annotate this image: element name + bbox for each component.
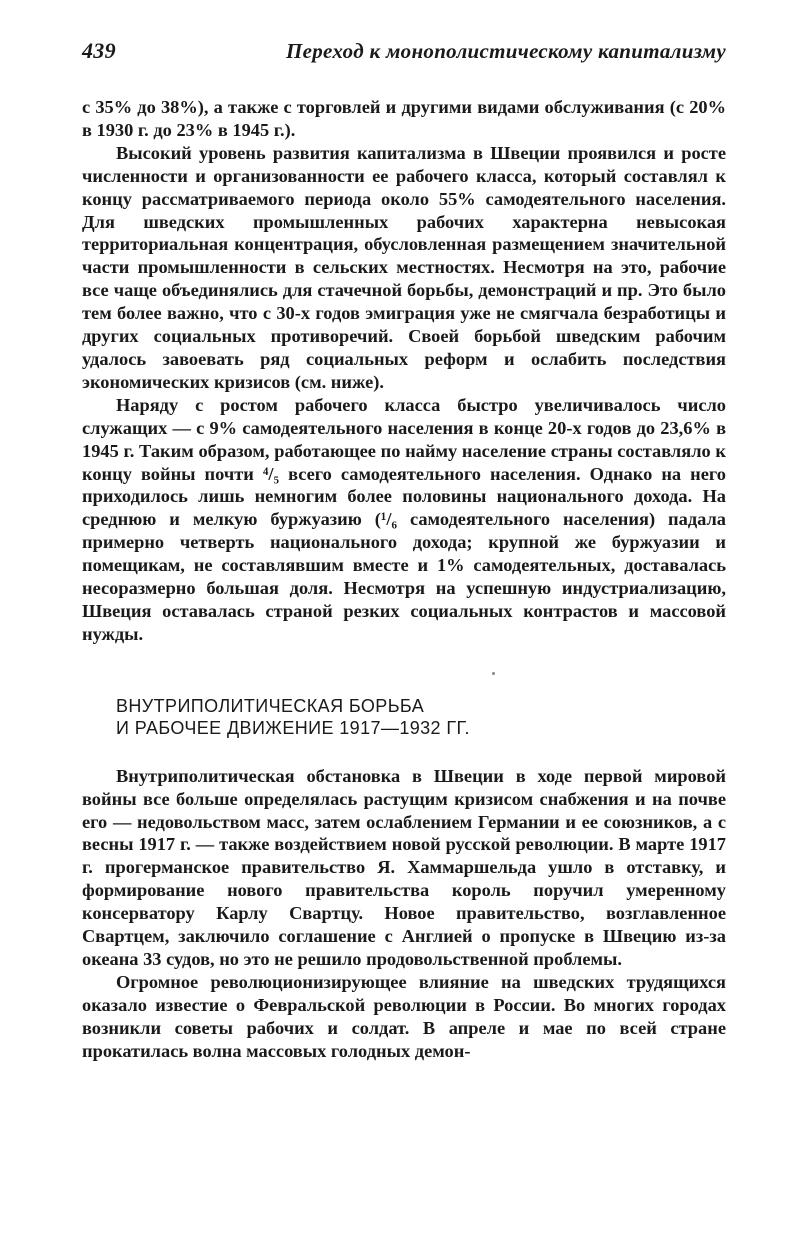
section-divider — [492, 672, 495, 675]
paragraph-working-class: Высокий уровень развития капитализма в Швеции проявился и росте численности и организованности ее рабочего класса, который составлял к концу рассматриваемого периода около 55% самодеятельного населения. Для шведских промышленных рабочих характерна невысокая территориальная концентрация, обусловленная размещением значительной части промышленности в сельских местностях. Несмотря на это, рабочие все чаще объединялись для стачечной борьбы, демонстраций и пр. Это было тем более важно, что с 30-х годов эмиграция уже не смягчала безработицы и других социальных противоречий. Своей борьбой шведским рабочим удалось завоевать ряд социальных реформ и ослабить последствия экономических кризисов (см. ниже). — [82, 142, 726, 392]
body-text — [82, 96, 726, 646]
page-number: 439 — [82, 38, 116, 63]
section-body-text — [82, 765, 726, 1063]
paragraph-revolution-influence: Огромное революционизирующее влияние на шведских трудящихся оказало известие о Февральской революции в России. Во многих городах возникли советы рабочих и солдат. В апреле и мае по всей стране прокатилась волна массовых голодных демон- — [82, 971, 726, 1061]
paragraph-continuation: с 35% до 38%), а также с торговлей и другими видами обслуживания (с 20% в 1930 г. до 23% в 1945 г.). — [82, 97, 726, 140]
running-head — [82, 38, 726, 78]
section-heading-line-1: ВНУТРИПОЛИТИЧЕСКАЯ БОРЬБА — [116, 695, 425, 716]
paragraph-employees: Наряду с ростом рабочего класса быстро увеличивалось число служащих — с 9% самодеятельного населения в конце 20-х годов до 23,6% в 1945 г. Таким образом, работающее по найму население страны составляло к концу войны почти ⁴/₅ всего самодеятельного населения. Однако на него приходилось лишь немногим более половины национального дохода. На среднюю и мелкую буржуазию (¹/₆ самодеятельного населения) падала примерно четверть национального дохода; крупной же буржуазии и помещикам, не составлявшим вместе и 1% самодеятельных, доставалась несоразмерно большая доля. Несмотря на успешную индустриализацию, Швеция оставалась страной резких социальных контрастов и массовой нужды. — [82, 394, 726, 644]
section-heading — [116, 695, 726, 739]
running-title: Переход к монополистическому капитализму — [286, 39, 726, 63]
section-heading-line-2: И РАБОЧЕЕ ДВИЖЕНИЕ 1917—1932 ГГ. — [116, 717, 470, 738]
paragraph-domestic-politics: Внутриполитическая обстановка в Швеции в ходе первой мировой войны все больше определялась растущим кризисом снабжения и на почве его — недовольством масс, затем ослаблением Германии и ее союзников, а с весны 1917 г. — также воздействием новой русской революции. В марте 1917 г. прогерманское правительство Я. Хаммаршельда ушло в отставку, и формирование нового правительства король поручил умеренному консерватору Карлу Свартцу. Новое правительство, возглавленное Свартцем, заключило соглашение с Англией о пропуске в Швецию из-за океана 33 судов, но это не решило продовольственной проблемы. — [82, 765, 726, 969]
book-page — [82, 38, 726, 1063]
